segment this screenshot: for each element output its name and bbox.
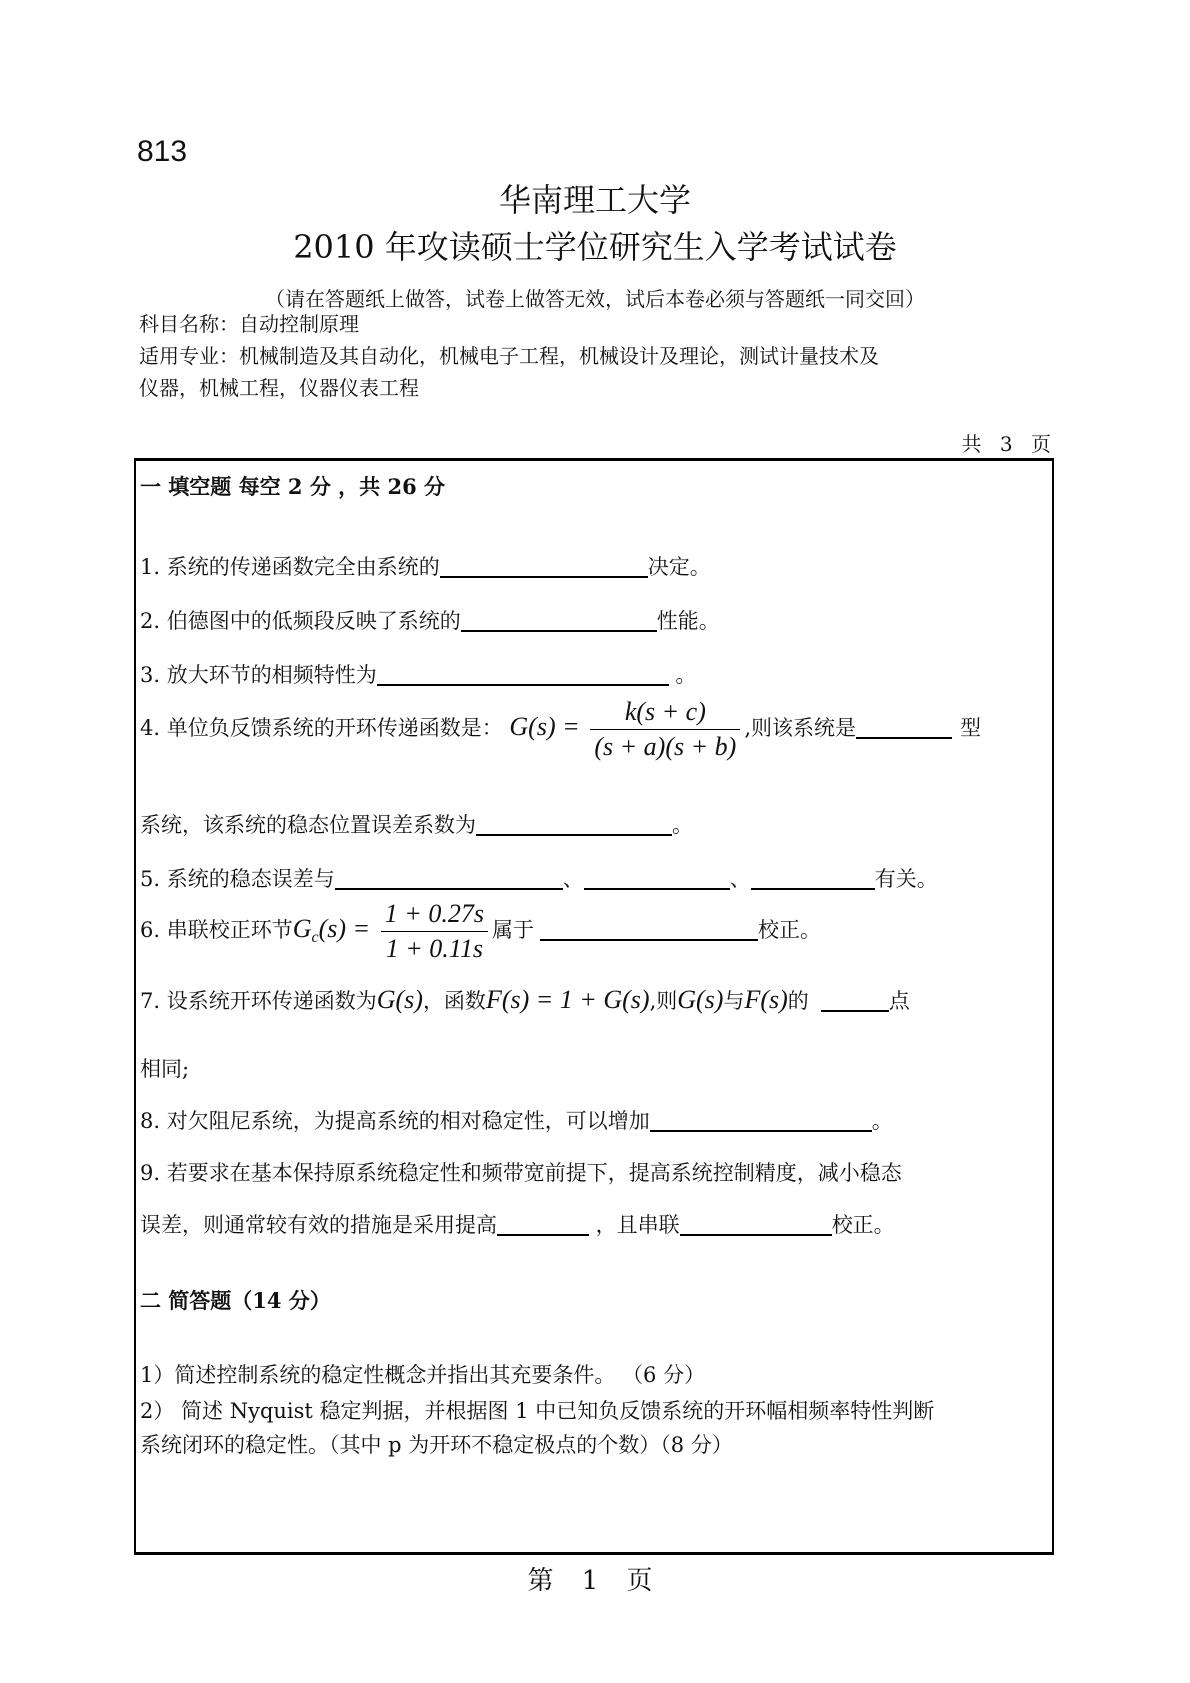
question-5 [140, 863, 938, 893]
q4-numerator: k(s + c) [590, 697, 740, 730]
q5-sep: 、 [562, 867, 584, 891]
majors-line-2: 仪器，机械工程，仪器仪表工程 [139, 376, 419, 400]
q4-line2-end: 。 [672, 813, 693, 837]
question-3 [140, 659, 696, 689]
section1-title: 一 填空题 每空 2 分 ，共 26 分 [140, 474, 446, 499]
university-name: 华南理工大学 [498, 181, 691, 219]
q9-text: 误差，则通常较有效的措施是采用提高 [140, 1213, 497, 1237]
q2-text: 2. 伯德图中的低频段反映了系统的 [140, 609, 461, 633]
question-1 [140, 551, 711, 581]
q7-text: 的 [787, 989, 809, 1013]
majors-line-1: 适用专业：机械制造及其自动化，机械电子工程，机械设计及理论，测试计量技术及 [139, 344, 879, 368]
answer-blank [335, 868, 563, 890]
page-number: 第 1 页 [527, 1566, 663, 1596]
q7-math: G(s) [677, 985, 724, 1014]
short-question-2-line-2: 系统闭环的稳定性。（其中 p 为开环不稳定极点的个数）（8 分） [140, 1433, 733, 1457]
short-question-1: 1）简述控制系统的稳定性概念并指出其充要条件。 （6 分） [140, 1363, 706, 1387]
q1-text-end: 决定。 [647, 555, 711, 579]
q6-fraction [381, 899, 488, 964]
q4-line2-text: 系统，该系统的稳态位置误差系数为 [140, 813, 476, 837]
question-8 [140, 1105, 893, 1135]
q7-math: G(s) [376, 985, 423, 1014]
exam-code: 813 [137, 135, 188, 168]
answer-blank [540, 919, 758, 941]
q9-text-end: 校正。 [831, 1213, 895, 1237]
question-4 [140, 697, 981, 762]
answer-blank [377, 664, 669, 686]
q7-text-end: 点 [888, 989, 910, 1013]
answer-blank [650, 1110, 872, 1132]
q9-text-mid: ，且串联 [589, 1213, 680, 1237]
q3-text-end: 。 [668, 663, 697, 687]
answer-blank [680, 1214, 832, 1236]
q7-math: F(s) = 1 + G(s) [485, 985, 650, 1014]
q7-text: 7. 设系统开环传递函数为 [140, 989, 377, 1013]
q6-text-end: 校正。 [757, 918, 821, 942]
q4-text-end: 型 [960, 716, 982, 740]
q4-text-mid: ,则该系统是 [744, 716, 857, 740]
question-box [134, 458, 1054, 1555]
q4-denominator: (s + a)(s + b) [594, 732, 737, 761]
subject-name: 科目名称：自动控制原理 [139, 312, 359, 336]
q5-sep: 、 [729, 867, 751, 891]
question-2 [140, 605, 720, 635]
q2-text-end: 性能。 [656, 609, 720, 633]
section2-title: 二 简答题（14 分） [140, 1288, 331, 1313]
answer-blank [821, 990, 889, 1012]
q8-text-end: 。 [871, 1109, 893, 1133]
q4-text: 4. 单位负反馈系统的开环传递函数是： [140, 716, 503, 740]
exam-instruction: （请在答题纸上做答，试卷上做答无效，试后本卷必须与答题纸一同交回） [265, 287, 925, 311]
q6-sub: c [311, 929, 319, 947]
q6-lhs2: (s) = [318, 914, 371, 943]
answer-blank [497, 1214, 589, 1236]
answer-blank [751, 868, 875, 890]
question-9: 9. 若要求在基本保持原系统稳定性和频带宽前提下，提高系统控制精度，减小稳态 [140, 1161, 902, 1185]
question-4-line-2 [140, 809, 693, 839]
q6-lhs: G [292, 914, 312, 943]
q7-text: ,则 [649, 989, 678, 1013]
q4-fraction [590, 697, 740, 762]
answer-blank [461, 610, 657, 632]
q6-denominator: 1 + 0.11s [385, 934, 483, 963]
q5-text: 5. 系统的稳态误差与 [140, 867, 335, 891]
answer-blank [856, 717, 952, 739]
q3-text: 3. 放大环节的相频特性为 [140, 663, 377, 687]
answer-blank [584, 868, 730, 890]
total-pages: 共 3 页 [961, 432, 1057, 456]
q6-text: 6. 串联校正环节 [140, 918, 293, 942]
q7-math: F(s) [744, 985, 788, 1014]
q6-text-mid: 属于 [491, 918, 534, 942]
answer-blank [440, 556, 648, 578]
short-question-2: 2） 简述 Nyquist 稳定判据，并根据图 1 中已知负反馈系统的开环幅相频率特性判断 [140, 1399, 935, 1423]
exam-title: 2010 年攻读硕士学位研究生入学考试试卷 [293, 228, 897, 266]
question-7-line-2: 相同; [140, 1057, 190, 1081]
q7-text: ，函数 [422, 989, 486, 1013]
q4-lhs: G(s) = [509, 712, 580, 741]
question-9-line-2 [140, 1209, 895, 1239]
question-7 [140, 985, 910, 1015]
q6-numerator: 1 + 0.27s [381, 899, 488, 932]
question-6 [140, 899, 821, 964]
q1-text: 1. 系统的传递函数完全由系统的 [140, 555, 440, 579]
q7-text: 与 [723, 989, 745, 1013]
answer-blank [476, 814, 672, 836]
q5-text-end: 有关。 [874, 867, 938, 891]
q8-text: 8. 对欠阻尼系统，为提高系统的相对稳定性，可以增加 [140, 1109, 650, 1133]
